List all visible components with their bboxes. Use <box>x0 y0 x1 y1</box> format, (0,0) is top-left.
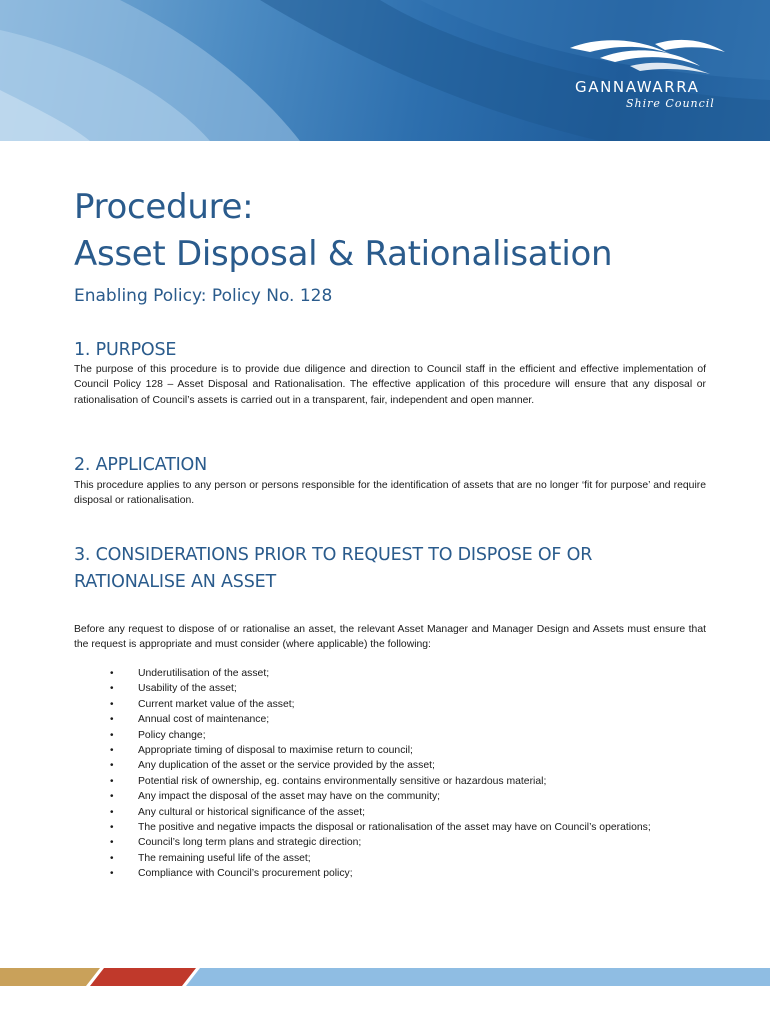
list-item: • Underutilisation of the asset; <box>110 666 706 681</box>
list-item: • Compliance with Council’s procurement policy; <box>110 866 706 881</box>
list-item: • Any impact the disposal of the asset may have on the community; <box>110 789 706 804</box>
list-item: • Potential risk of ownership, eg. contains environmentally sensitive or hazardous material; <box>110 774 706 789</box>
flying-birds-logo-icon <box>560 36 730 76</box>
document-title <box>74 184 612 278</box>
list-item: • Usability of the asset; <box>110 681 706 696</box>
section-body-considerations: Before any request to dispose of or rationalise an asset, the relevant Asset Manager and Manager Design and Assets must ensure that the request is appropriate and must consider (where applicable) the following: <box>74 624 706 651</box>
document-subtitle: Enabling Policy: Policy No. 128 <box>74 286 333 306</box>
section-heading-considerations: 3. CONSIDERATIONS PRIOR TO REQUEST TO DISPOSE OF OR RATIONALISE AN ASSET <box>74 545 593 592</box>
list-item: • The remaining useful life of the asset; <box>110 851 706 866</box>
section-body-purpose: The purpose of this procedure is to provide due diligence and direction to Council staff in the efficient and effective implementation of Council Policy 128 – Asset Disposal and Rationalisation. The effective application of this procedure will ensure that any disposal or rationalisation of Council’s assets is carried out in a transparent, fair, independent and open manner. <box>74 364 706 406</box>
gannawarra-logo[interactable] <box>560 36 730 116</box>
footer-stripe-blue <box>186 968 770 986</box>
section-heading-purpose: 1. PURPOSE <box>74 340 177 360</box>
footer-stripe-red <box>90 968 196 986</box>
document-title-line-2: Asset Disposal & Rationalisation <box>74 234 613 274</box>
section-body-application: This procedure applies to any person or persons responsible for the identification of assets that are no longer ‘fit for purpose’ and require disposal or rationalisation. <box>74 480 706 507</box>
footer-stripe-gold <box>0 968 100 986</box>
section-heading-application: 2. APPLICATION <box>74 455 207 475</box>
list-item: • Policy change; <box>110 728 706 743</box>
list-item: • Current market value of the asset; <box>110 697 706 712</box>
considerations-list <box>110 666 706 882</box>
document-title-line-1: Procedure: <box>74 187 254 227</box>
list-item: • Appropriate timing of disposal to maximise return to council; <box>110 743 706 758</box>
list-item: • The positive and negative impacts the disposal or rationalisation of the asset may have on Council’s operations; <box>110 820 706 835</box>
list-item: • Council’s long term plans and strategic direction; <box>110 835 706 850</box>
header-banner <box>0 0 770 141</box>
list-item: • Any cultural or historical significance of the asset; <box>110 805 706 820</box>
list-item: • Any duplication of the asset or the service provided by the asset; <box>110 758 706 773</box>
logo-organisation-name: GANNAWARRA <box>575 78 700 96</box>
list-item: • Annual cost of maintenance; <box>110 712 706 727</box>
footer-stripe-decoration <box>0 966 770 986</box>
logo-organisation-subtitle: Shire Council <box>626 97 715 110</box>
